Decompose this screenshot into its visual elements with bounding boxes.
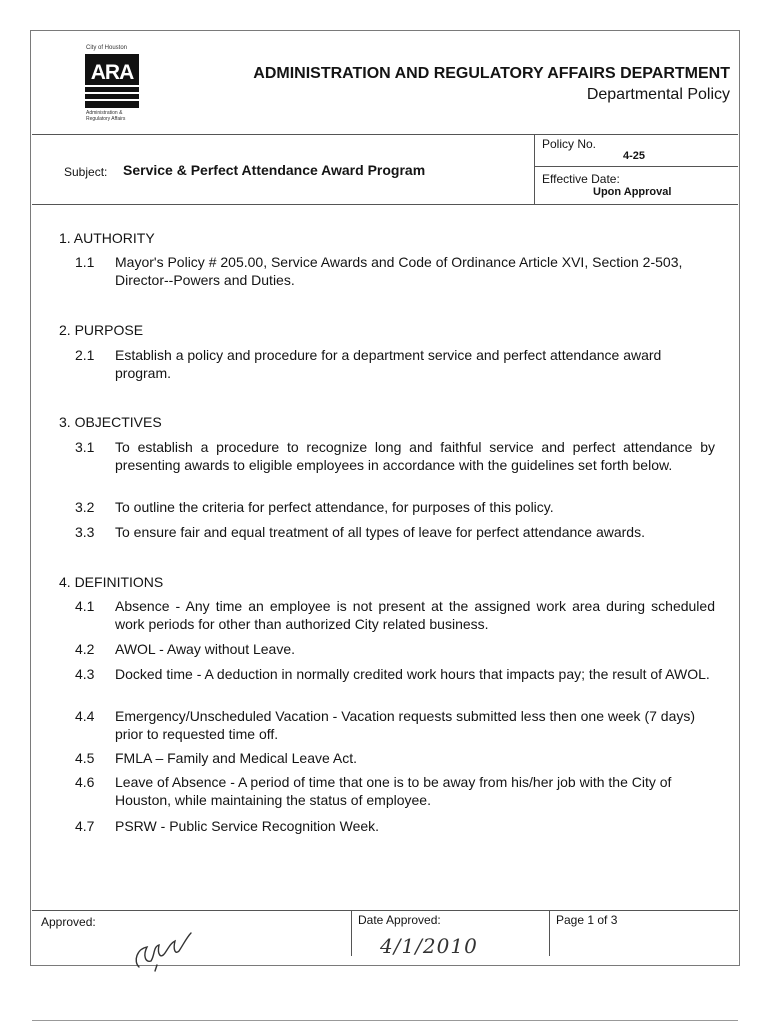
subject-label: Subject: [64, 165, 108, 179]
item-number: 2.1 [75, 347, 95, 363]
item-number: 4.2 [75, 641, 95, 657]
item-text: Docked time - A deduction in normally credited work hours that impacts pay; the result of AWOL. [115, 666, 710, 682]
effective-date-value: Upon Approval [593, 186, 672, 198]
divider [549, 910, 550, 956]
item-number: 4.6 [75, 774, 95, 790]
document-type: Departmental Policy [586, 86, 730, 103]
item-number: 4.7 [75, 818, 95, 834]
item-number: 4.5 [75, 750, 95, 766]
item-number: 3.2 [75, 499, 95, 515]
section-heading-purpose: 2. PURPOSE [59, 322, 144, 338]
policy-no-value: 4-25 [623, 150, 646, 162]
divider [534, 166, 738, 167]
item-text: To ensure fair and equal treatment of all types of leave for perfect attendance awards. [115, 524, 645, 540]
next-page-edge [32, 1020, 738, 1021]
ara-logo [85, 54, 139, 108]
item-text: Absence - Any time an employee is not present at the assigned work area during scheduled work periods for other than authorized City related business. [115, 598, 715, 632]
item-number: 3.3 [75, 524, 95, 540]
item-number: 4.1 [75, 598, 95, 614]
section-heading-definitions: 4. DEFINITIONS [59, 574, 164, 590]
divider [32, 134, 738, 135]
page-number: Page 1 of 3 [556, 913, 618, 927]
item-number: 3.1 [75, 439, 95, 455]
item-number: 4.3 [75, 666, 95, 682]
item-text: To outline the criteria for perfect attendance, for purposes of this policy. [115, 499, 554, 515]
section-heading-objectives: 3. OBJECTIVES [59, 414, 162, 430]
subject-value: Service & Perfect Attendance Award Program [123, 162, 426, 178]
policy-no-label: Policy No. [542, 137, 597, 151]
date-approved-label: Date Approved: [358, 913, 441, 927]
item-text: Establish a policy and procedure for a department service and perfect attendance award program. [115, 347, 662, 381]
logo-stripe [85, 92, 139, 94]
divider [32, 910, 738, 911]
divider [32, 204, 738, 205]
approved-label: Approved: [41, 915, 96, 929]
item-text: Mayor's Policy # 205.00, Service Awards and Code of Ordinance Article XVI, Section 2-503, Director--Powers and Duties. [115, 254, 683, 288]
item-text: FMLA – Family and Medical Leave Act. [115, 750, 357, 766]
item-text: Emergency/Unscheduled Vacation - Vacation requests submitted less then one week (7 days) prior to requested time off. [115, 708, 696, 742]
item-number: 4.4 [75, 708, 95, 724]
section-heading-authority: 1. AUTHORITY [59, 230, 155, 246]
item-text: Leave of Absence - A period of time that one is to be away from his/her job with the City of Houston, while maintaining the status of employee. [115, 774, 672, 808]
logo-stripe [85, 85, 139, 87]
item-text: PSRW - Public Service Recognition Week. [115, 818, 380, 834]
handwritten-date: 4/1/2010 [380, 934, 478, 958]
item-text: To establish a procedure to recognize long and faithful service and perfect attendance by presenting awards to eligible employees in accordance with the guidelines set forth below. [115, 439, 715, 473]
divider [351, 910, 352, 956]
signature-image [125, 925, 205, 975]
effective-date-label: Effective Date: [542, 172, 620, 186]
logo-stripe [85, 99, 139, 101]
divider [534, 134, 535, 204]
department-title: ADMINISTRATION AND REGULATORY AFFAIRS DEPARTMENT [253, 65, 730, 82]
logo-dept-text: Administration & Regulatory Affairs [86, 110, 126, 122]
item-number: 1.1 [75, 254, 95, 270]
logo-mark: ARA [90, 61, 134, 84]
logo-city-text: City of Houston [86, 45, 128, 51]
item-text: AWOL - Away without Leave. [115, 641, 296, 657]
